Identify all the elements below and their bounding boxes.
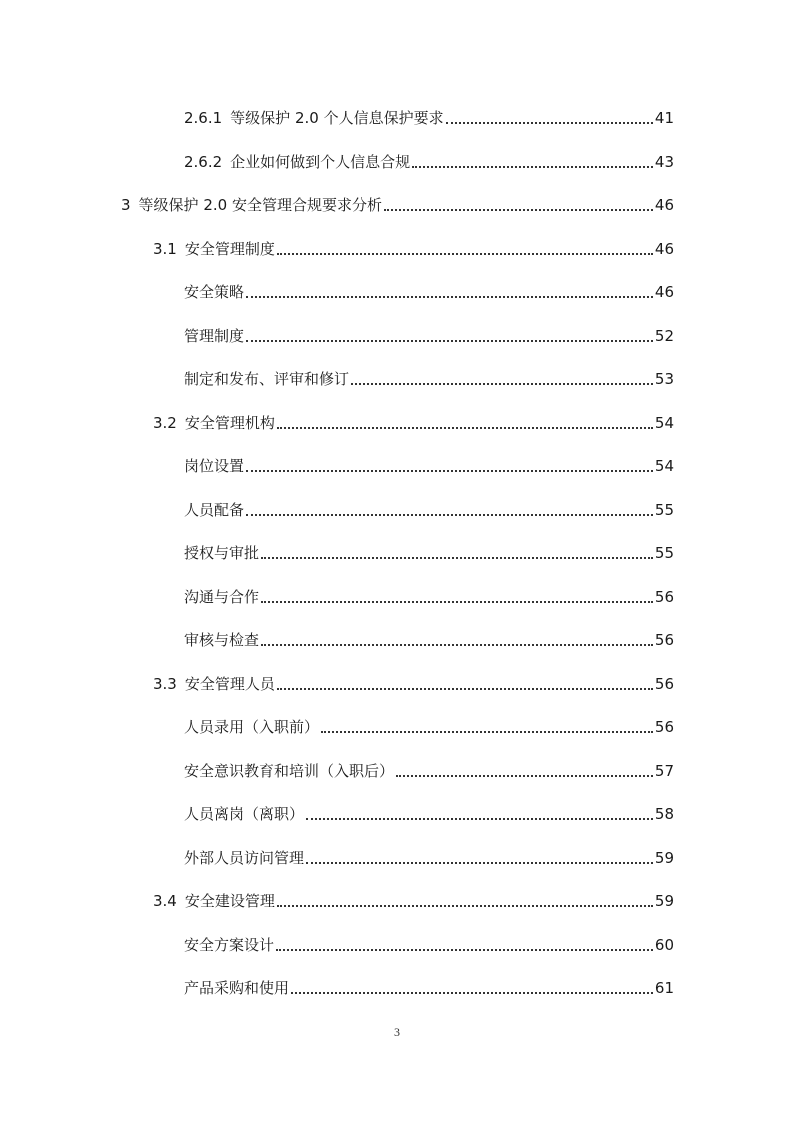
toc-entry-title: 产品采购和使用 bbox=[184, 979, 290, 997]
dot-leader bbox=[261, 644, 653, 646]
toc-entry-title: 安全意识教育和培训（入职后） bbox=[184, 762, 395, 780]
dot-leader bbox=[384, 209, 653, 211]
toc-entry-title: 安全建设管理 bbox=[184, 892, 275, 910]
toc-entry-page: 59 bbox=[654, 849, 674, 867]
toc-entry[interactable] bbox=[184, 499, 674, 521]
toc-entry-page: 58 bbox=[654, 805, 674, 823]
toc-entry[interactable] bbox=[184, 803, 674, 825]
toc-entry[interactable] bbox=[184, 281, 674, 303]
toc-entry[interactable] bbox=[184, 368, 674, 390]
toc-entry-title: 人员离岗（离职） bbox=[184, 805, 305, 823]
toc-entry-page: 46 bbox=[654, 283, 674, 301]
toc-entry-title: 岗位设置 bbox=[184, 457, 245, 475]
toc-entry-title: 人员配备 bbox=[184, 501, 245, 519]
dot-leader bbox=[277, 427, 653, 429]
toc-entry-number: 2.6.2 bbox=[184, 153, 223, 171]
dot-leader bbox=[396, 775, 653, 777]
toc-entry-page: 54 bbox=[654, 414, 674, 432]
toc-entry[interactable] bbox=[153, 412, 674, 434]
dot-leader bbox=[277, 253, 653, 255]
toc-entry-page: 53 bbox=[654, 370, 674, 388]
toc-entry[interactable] bbox=[121, 194, 674, 216]
toc-entry-page: 41 bbox=[654, 109, 674, 127]
dot-leader bbox=[321, 731, 653, 733]
toc-entry-page: 46 bbox=[654, 240, 674, 258]
toc-entry[interactable] bbox=[184, 629, 674, 651]
toc-entry[interactable] bbox=[184, 760, 674, 782]
toc-entry-page: 61 bbox=[654, 979, 674, 997]
toc-entry-title: 外部人员访问管理 bbox=[184, 849, 305, 867]
toc-entry[interactable] bbox=[153, 238, 674, 260]
dot-leader bbox=[246, 470, 653, 472]
toc-entry-page: 55 bbox=[654, 501, 674, 519]
toc-entry-page: 46 bbox=[654, 196, 674, 214]
toc-entry-title: 安全管理人员 bbox=[184, 675, 275, 693]
dot-leader bbox=[306, 818, 653, 820]
toc-entry-number: 3.1 bbox=[153, 240, 177, 258]
dot-leader bbox=[291, 992, 653, 994]
toc-entry-title: 等级保护 2.0 个人信息保护要求 bbox=[230, 109, 444, 127]
toc-entry-number: 3 bbox=[121, 196, 131, 214]
toc-entry-title: 安全管理制度 bbox=[184, 240, 275, 258]
toc-entry-title: 沟通与合作 bbox=[184, 588, 260, 606]
dot-leader bbox=[246, 296, 653, 298]
toc-entry[interactable] bbox=[184, 455, 674, 477]
toc-entry-page: 60 bbox=[654, 936, 674, 954]
toc-entry-title: 安全策略 bbox=[184, 283, 245, 301]
toc-entry-page: 56 bbox=[654, 588, 674, 606]
toc-entry-title: 安全管理机构 bbox=[184, 414, 275, 432]
toc-entry-title: 授权与审批 bbox=[184, 544, 260, 562]
toc-entry-title: 企业如何做到个人信息合规 bbox=[230, 153, 411, 171]
toc-entry-page: 43 bbox=[654, 153, 674, 171]
dot-leader bbox=[277, 688, 653, 690]
toc-entry[interactable] bbox=[153, 673, 674, 695]
toc-entry-page: 56 bbox=[654, 675, 674, 693]
toc-entry-page: 57 bbox=[654, 762, 674, 780]
toc-entry[interactable] bbox=[184, 934, 674, 956]
page-number: 3 bbox=[394, 1025, 400, 1039]
toc-entry[interactable] bbox=[184, 586, 674, 608]
toc-entry[interactable] bbox=[184, 151, 674, 173]
toc-entry[interactable] bbox=[184, 847, 674, 869]
toc-entry[interactable] bbox=[184, 977, 674, 999]
toc-entry-page: 55 bbox=[654, 544, 674, 562]
toc-entry-page: 56 bbox=[654, 631, 674, 649]
toc-entry-number: 3.2 bbox=[153, 414, 177, 432]
toc-entry[interactable] bbox=[184, 107, 674, 129]
toc-entry-title: 人员录用（入职前） bbox=[184, 718, 320, 736]
dot-leader bbox=[277, 905, 653, 907]
toc-entry-page: 56 bbox=[654, 718, 674, 736]
toc-entry-page: 52 bbox=[654, 327, 674, 345]
toc-entry-title: 等级保护 2.0 安全管理合规要求分析 bbox=[138, 196, 382, 214]
toc-entry-number: 3.4 bbox=[153, 892, 177, 910]
dot-leader bbox=[351, 383, 653, 385]
toc-entry-page: 54 bbox=[654, 457, 674, 475]
dot-leader bbox=[261, 601, 653, 603]
toc-entry-title: 审核与检查 bbox=[184, 631, 260, 649]
dot-leader bbox=[446, 122, 653, 124]
toc-entry-title: 制定和发布、评审和修订 bbox=[184, 370, 350, 388]
dot-leader bbox=[246, 514, 653, 516]
toc-entry-number: 2.6.1 bbox=[184, 109, 223, 127]
dot-leader bbox=[261, 557, 653, 559]
dot-leader bbox=[412, 166, 653, 168]
toc-entry[interactable] bbox=[184, 542, 674, 564]
dot-leader bbox=[306, 862, 653, 864]
toc-entry-title: 管理制度 bbox=[184, 327, 245, 345]
dot-leader bbox=[246, 340, 653, 342]
toc-entry[interactable] bbox=[184, 325, 674, 347]
toc-entry-number: 3.3 bbox=[153, 675, 177, 693]
toc-entry[interactable] bbox=[153, 890, 674, 912]
dot-leader bbox=[276, 949, 653, 951]
toc-entry[interactable] bbox=[184, 716, 674, 738]
toc-entry-page: 59 bbox=[654, 892, 674, 910]
toc-entry-title: 安全方案设计 bbox=[184, 936, 275, 954]
